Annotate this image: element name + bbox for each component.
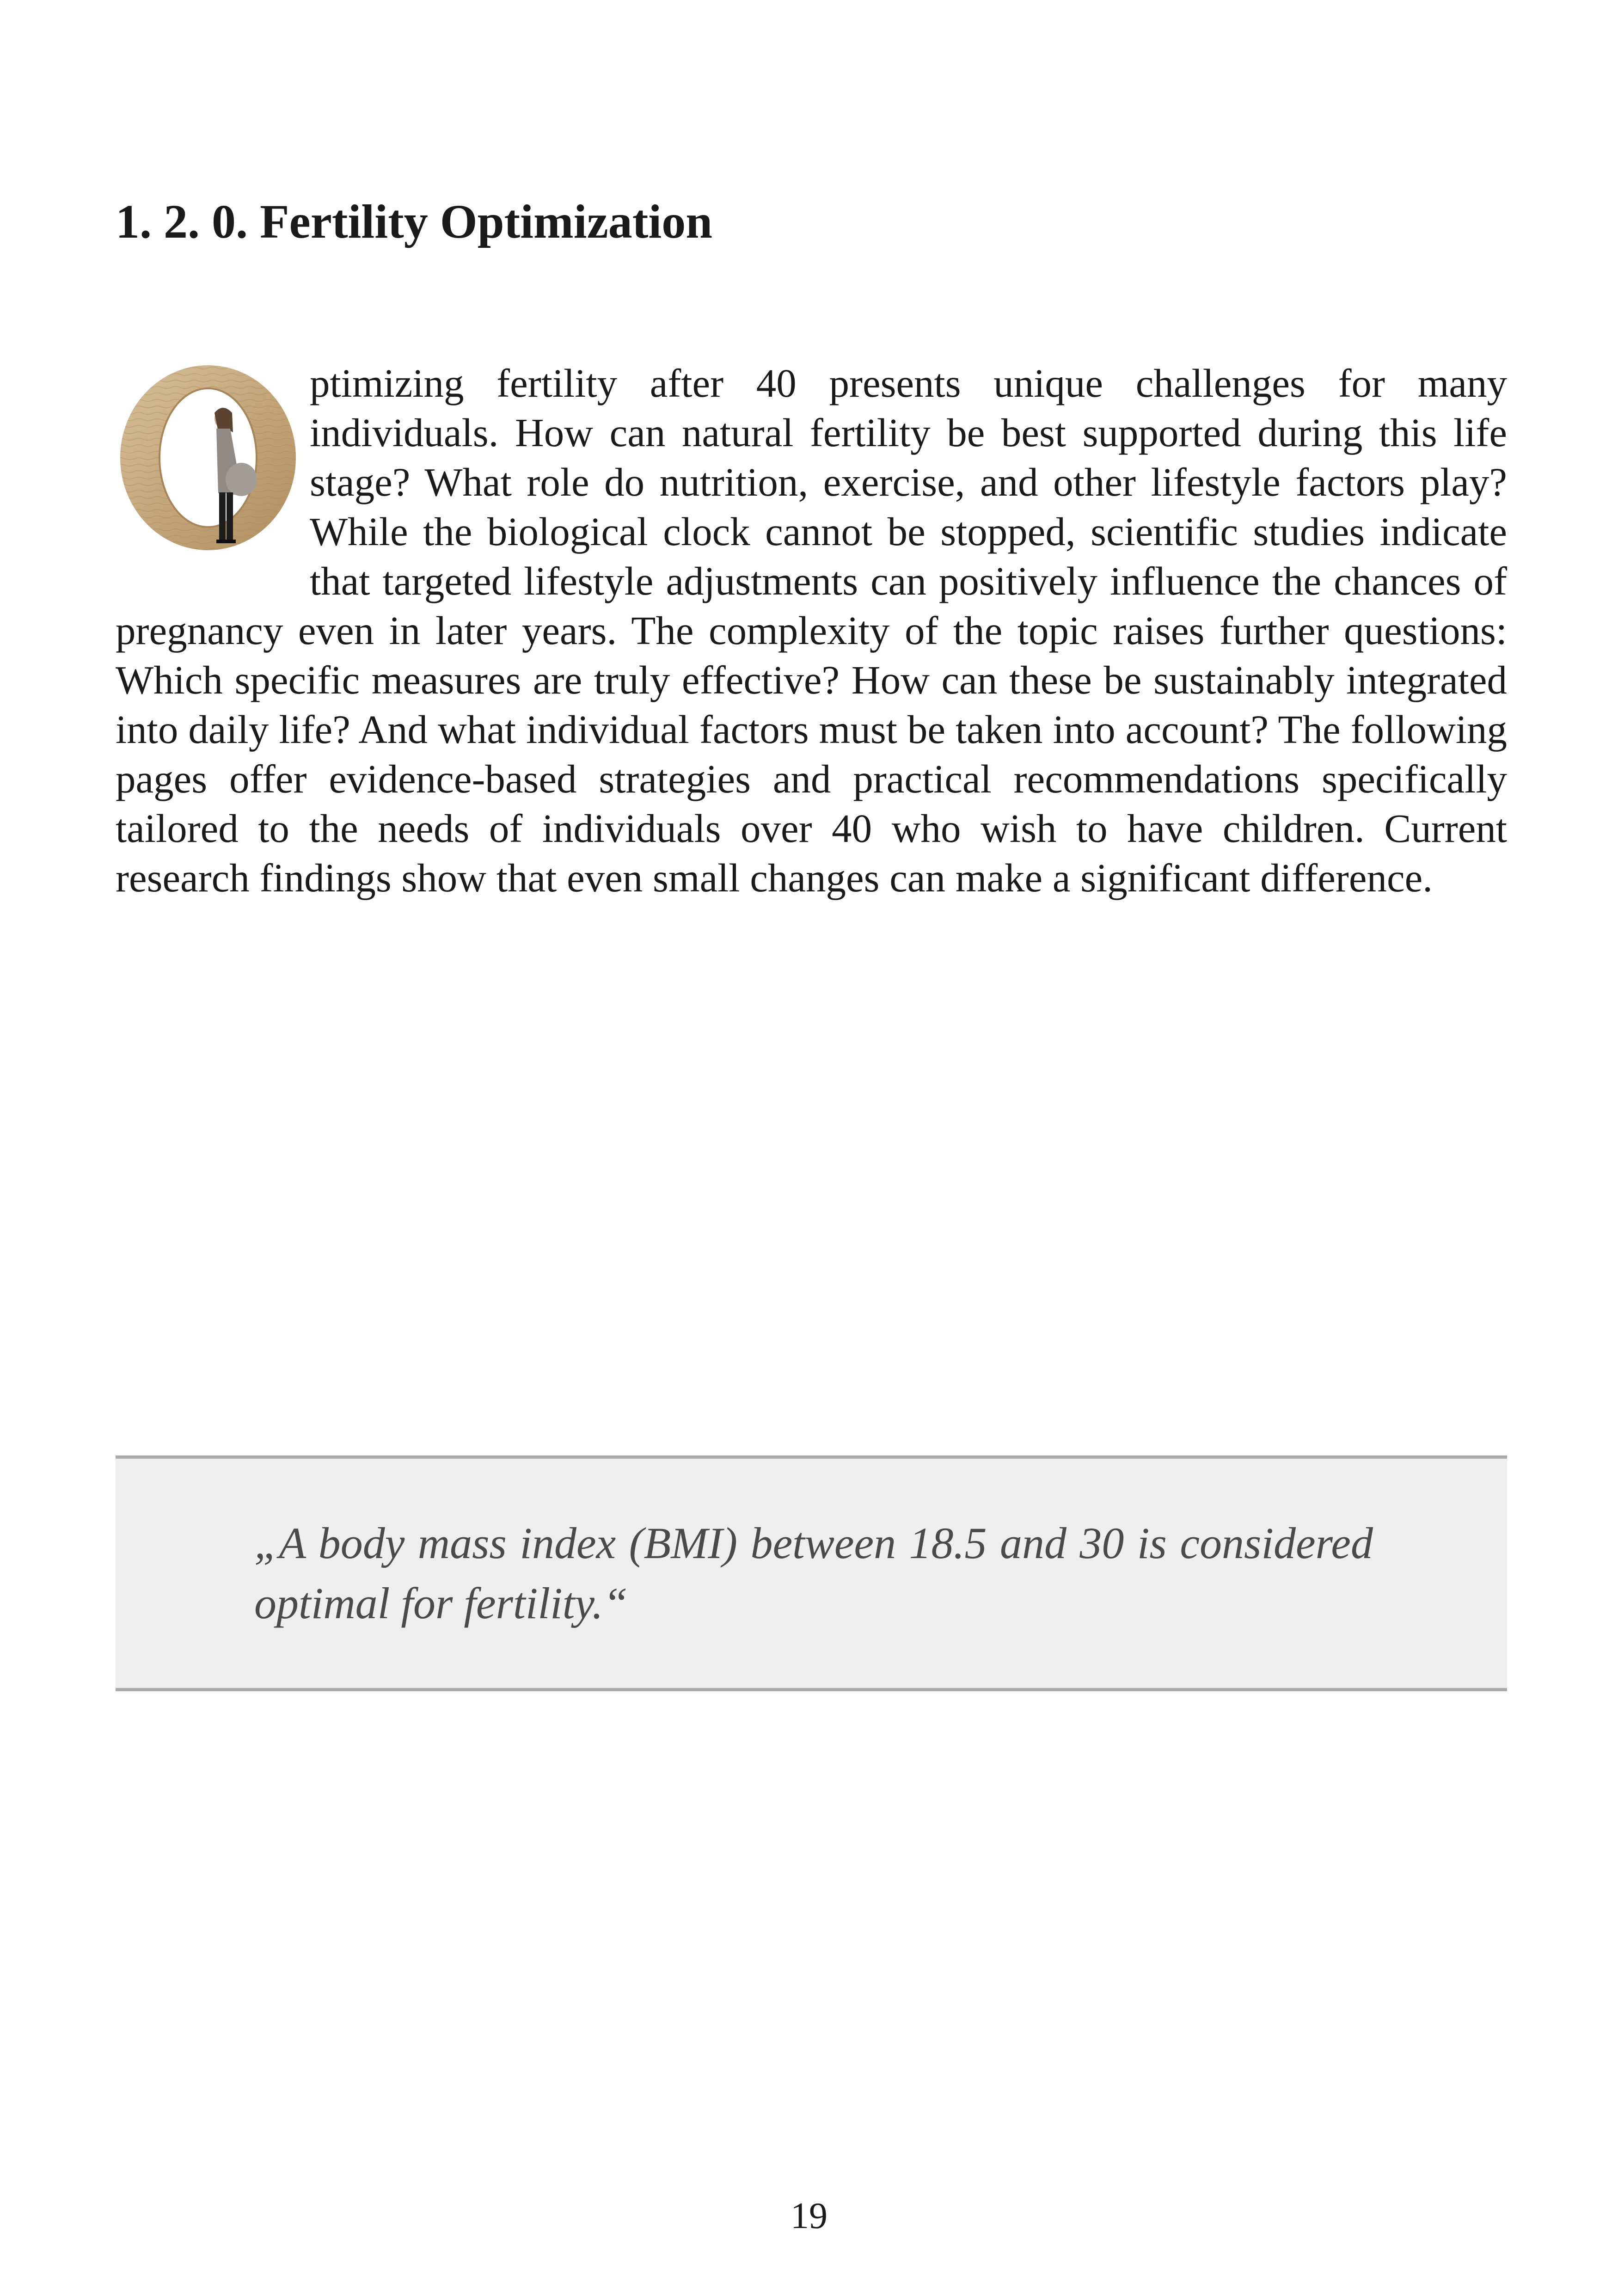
pull-quote-box	[116, 1455, 1507, 1691]
body-paragraph	[116, 358, 1507, 902]
pull-quote-text: „A body mass index (BMI) between 18.5 and 30 is considered optimal for fertility.“	[254, 1518, 1373, 1628]
page-number: 19	[791, 2196, 827, 2236]
dropcap-o-illustration	[116, 358, 310, 557]
paragraph-text: ptimizing fertility after 40 presents unique challenges for many individuals. How can natural fertility be best supported during this life stage? What role do nutrition, exercise, and other lifestyle factors play? While the biological clock cannot be stopped, scientific studies indicate that targeted lifestyle adjustments can positively influence the chances of pregnancy even in later years. The complexity of the topic raises further questions: Which specific measures are truly effective? How can these be sustainably integrated into daily life? And what individual factors must be taken into account? The following pages offer evidence-based strategies and practical recommendations specifically tailored to the needs of individuals over 40 who wish to have children. Current research findings show that even small changes can make a significant difference.	[116, 361, 1507, 900]
wooden-letter-o-image	[116, 358, 300, 553]
section-heading: 1. 2. 0. Fertility Optimization	[116, 195, 713, 248]
